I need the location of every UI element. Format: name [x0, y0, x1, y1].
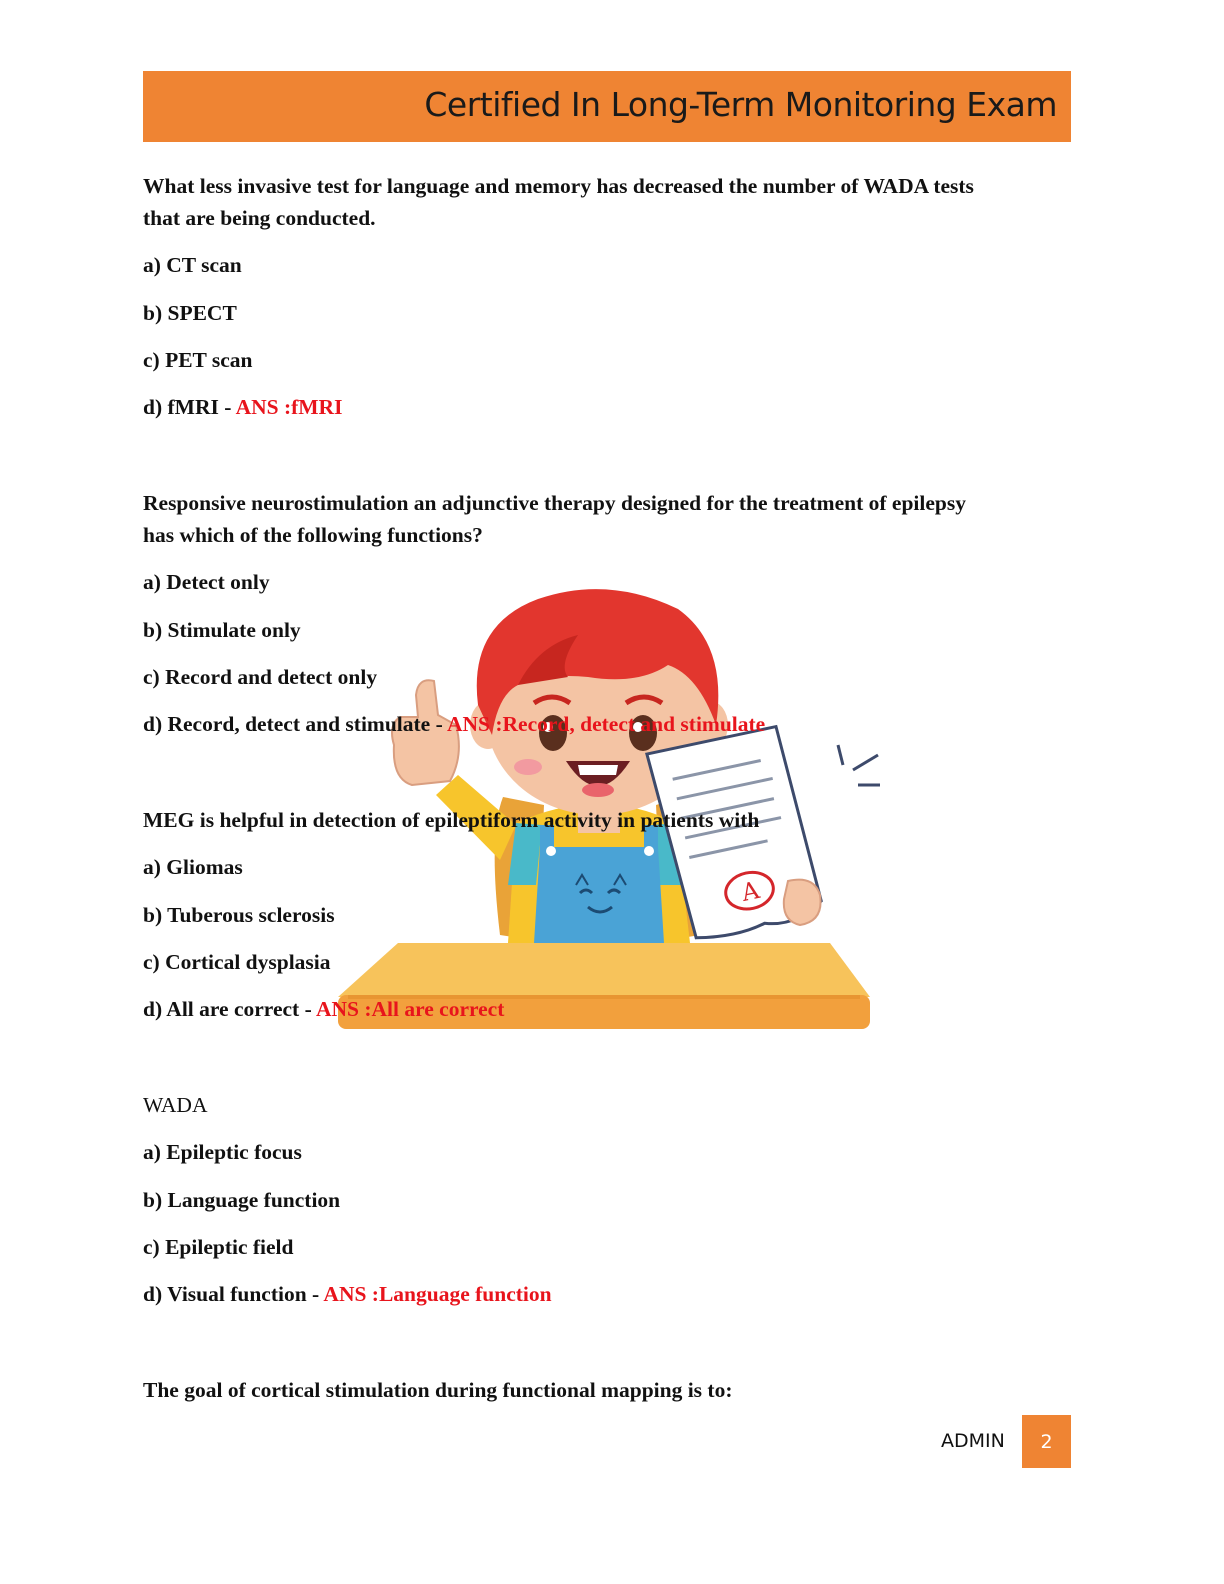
question-3-option-c: c) Cortical dysplasia: [143, 950, 331, 974]
question-4-answer: ANS :Language function: [323, 1282, 552, 1306]
question-4-option-b: b) Language function: [143, 1188, 341, 1212]
question-4-option-a: a) Epileptic focus: [143, 1140, 302, 1164]
question-2-option-b: b) Stimulate only: [143, 618, 301, 642]
question-3-option-b: b) Tuberous sclerosis: [143, 903, 335, 927]
option-d-label: d) Visual function -: [143, 1282, 324, 1306]
question-1-answer: ANS :fMRI: [235, 395, 343, 419]
question-4-option-d: [143, 1281, 552, 1307]
question-2-option-c: c) Record and detect only: [143, 665, 378, 689]
question-3-answer: ANS :All are correct: [315, 997, 505, 1021]
question-4-text-line1: WADA: [143, 1093, 208, 1117]
header-bar: [143, 71, 1071, 142]
question-3-option-a: a) Gliomas: [143, 855, 243, 879]
question-1-option-b: b) SPECT: [143, 301, 237, 325]
option-d-label: d) All are correct -: [143, 997, 316, 1021]
paper-grade: A: [739, 876, 762, 908]
question-2-text-line2: has which of the following functions?: [143, 523, 483, 547]
question-1-text-line1: What less invasive test for language and memory has decreased the number of WADA tests: [143, 174, 974, 198]
option-d-label: d) Record, detect and stimulate -: [143, 712, 447, 736]
page-title: Certified In Long-Term Monitoring Exam: [424, 85, 1057, 124]
question-2-text-line1: Responsive neurostimulation an adjunctive therapy designed for the treatment of epilepsy: [143, 491, 966, 515]
question-4-option-c: c) Epileptic field: [143, 1235, 294, 1259]
question-1-text-line2: that are being conducted.: [143, 206, 376, 230]
question-1-option-d: [143, 394, 342, 420]
question-2-option-a: a) Detect only: [143, 570, 270, 594]
question-5-text-line1: The goal of cortical stimulation during functional mapping is to:: [143, 1378, 733, 1402]
option-d-label: d) fMRI -: [143, 395, 236, 419]
page-number: 2: [1022, 1415, 1071, 1468]
question-1-option-c: c) PET scan: [143, 348, 253, 372]
question-3-option-d: [143, 996, 504, 1022]
question-1-option-a: a) CT scan: [143, 253, 242, 277]
footer-author: ADMIN: [941, 1430, 1005, 1452]
question-2-option-d: [143, 711, 765, 737]
question-2-answer: ANS :Record, detect and stimulate: [446, 712, 766, 736]
question-3-text-line1: MEG is helpful in detection of epileptiform activity in patients with: [143, 808, 760, 832]
